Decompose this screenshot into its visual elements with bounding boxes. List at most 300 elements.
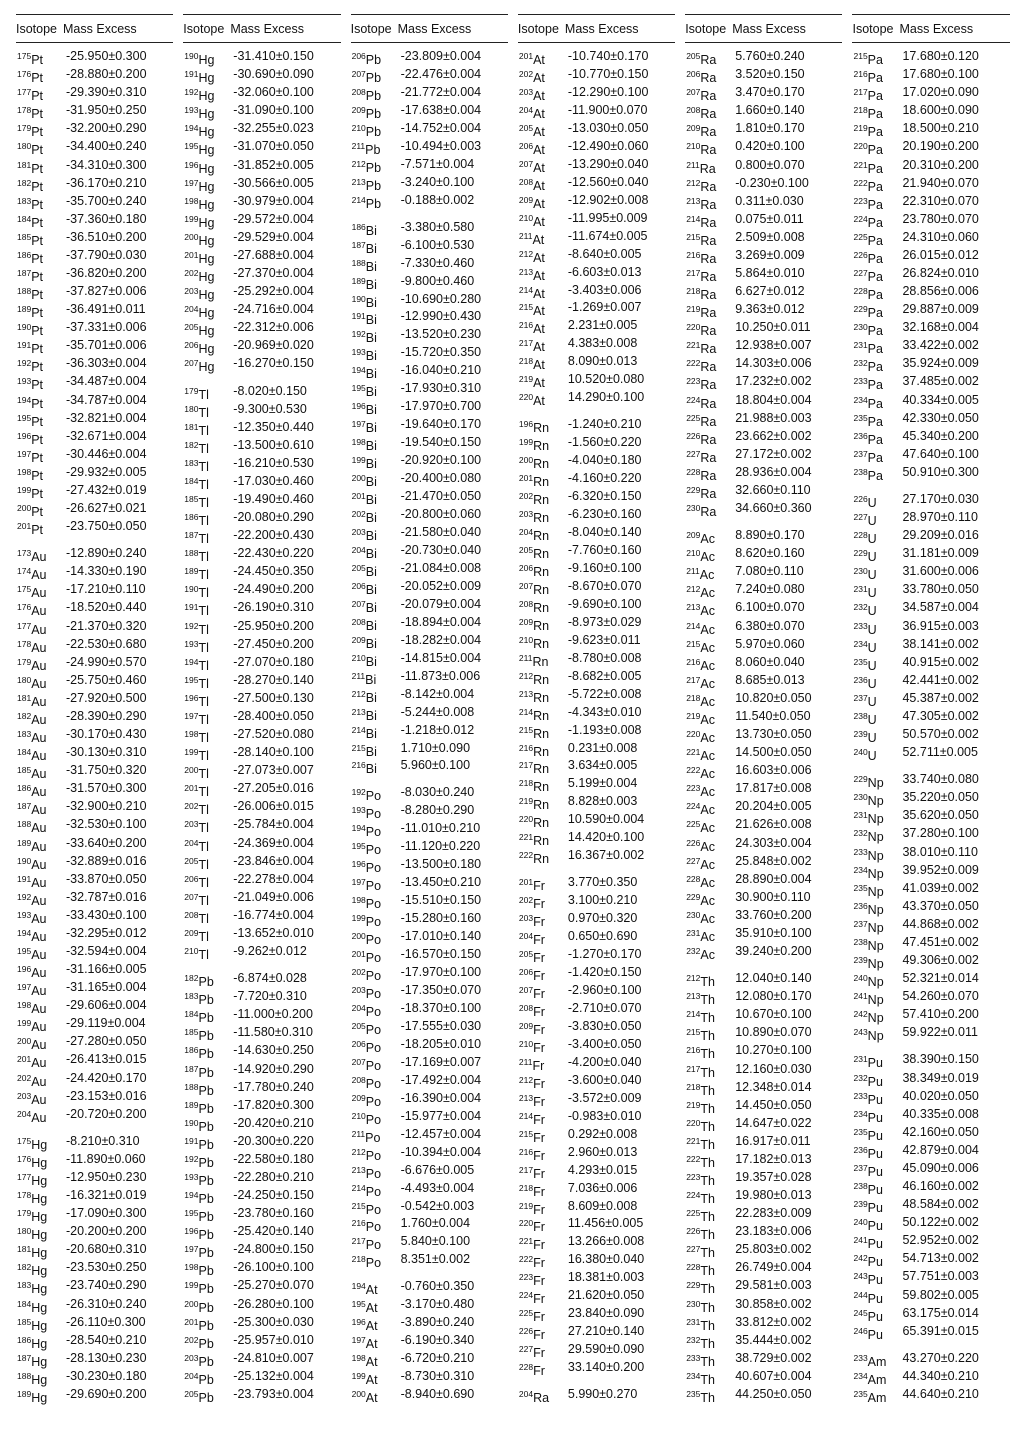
table-row (179, 1314, 346, 1331)
table-row (514, 1386, 681, 1403)
element-symbol: Hg (198, 251, 215, 266)
mass-number: 177 (17, 87, 32, 98)
mass-number: 195 (184, 141, 199, 152)
mass-number: 206 (518, 140, 534, 151)
mass-number: 189 (17, 837, 32, 848)
mass-excess-cell: -17.492±0.004 (400, 1072, 482, 1087)
table-row (12, 654, 179, 671)
mass-number: 213 (351, 706, 366, 717)
mass-number: 212 (686, 177, 701, 188)
mass-excess-cell: -25.750±0.460 (66, 672, 147, 687)
table-column (681, 14, 848, 1424)
mass-number: 227 (686, 855, 701, 866)
mass-number: 214 (518, 284, 534, 295)
table-row (514, 1359, 681, 1379)
table-row (514, 335, 681, 355)
table-row (347, 820, 514, 840)
element-symbol: Pt (31, 270, 43, 284)
table-row (347, 1144, 514, 1161)
mass-number: 234 (686, 1370, 701, 1381)
mass-excess-cell: -24.250±0.150 (233, 1188, 314, 1202)
mass-excess-cell: 50.570±0.002 (902, 727, 979, 741)
element-symbol: Pu (867, 1146, 883, 1161)
mass-excess-cell: -7.330±0.460 (400, 255, 475, 270)
element-symbol: Ra (533, 1391, 550, 1405)
table-row (179, 283, 346, 300)
element-symbol: At (533, 304, 545, 319)
table-row (681, 1079, 848, 1096)
mass-number: 217 (518, 1164, 534, 1175)
table-row (681, 138, 848, 158)
isotope-cell (519, 389, 545, 410)
table-row (347, 632, 514, 649)
mass-excess-cell: -24.420±0.170 (66, 1070, 147, 1085)
table-row (681, 319, 848, 339)
mass-excess-cell: -6.190±0.340 (400, 1333, 475, 1348)
table-row (514, 829, 681, 849)
mass-number: 229 (853, 774, 868, 785)
mass-excess-cell: -8.020±0.150 (233, 383, 307, 398)
element-symbol: Pt (31, 233, 43, 248)
mass-excess-cell: 30.858±0.002 (735, 1296, 812, 1311)
table-row (514, 928, 681, 948)
table-row (179, 618, 346, 635)
mass-number: 213 (686, 991, 701, 1002)
mass-number: 224 (686, 1190, 701, 1200)
table-row (848, 509, 1015, 526)
mass-number: 186 (184, 1045, 199, 1056)
mass-excess-cell: 0.231±0.008 (567, 740, 638, 755)
element-symbol: Fr (533, 1184, 545, 1199)
mass-excess-cell: 7.240±0.080 (735, 582, 805, 597)
mass-number: 213 (686, 195, 701, 206)
element-symbol: Hg (31, 1228, 48, 1243)
mass-excess-cell: -3.830±0.050 (567, 1018, 642, 1033)
table-row (514, 1180, 681, 1197)
mass-number: 183 (17, 729, 32, 739)
element-symbol: Pt (31, 125, 43, 140)
mass-excess-cell: 3.770±0.350 (567, 875, 638, 890)
element-symbol: Np (867, 957, 884, 971)
table-row (681, 835, 848, 852)
element-symbol: Am (867, 1390, 887, 1405)
element-symbol: Ra (700, 197, 717, 212)
element-symbol: Fr (533, 986, 545, 1001)
element-symbol: Ra (700, 396, 717, 411)
mass-excess-cell: 65.391±0.015 (902, 1323, 979, 1338)
element-symbol: Th (700, 1336, 715, 1351)
element-symbol: Pt (31, 89, 43, 104)
table-row (848, 138, 1015, 158)
element-symbol: At (533, 394, 545, 409)
mass-number: 231 (853, 584, 868, 595)
element-symbol: Ac (700, 640, 715, 655)
table-row (514, 264, 681, 281)
mass-excess-cell: -20.080±0.290 (233, 510, 314, 524)
element-symbol: Th (700, 1210, 715, 1225)
element-symbol: Th (700, 1065, 715, 1080)
mass-number: 212 (351, 688, 366, 699)
mass-number: 226 (686, 430, 701, 441)
mass-number: 220 (518, 1218, 534, 1229)
mass-number: 218 (686, 286, 701, 296)
mass-number: 218 (853, 105, 868, 116)
element-symbol: Fr (533, 1004, 545, 1019)
mass-excess-cell: 10.270±0.100 (735, 1043, 812, 1058)
mass-excess-cell: 29.887±0.009 (902, 302, 979, 317)
mass-number: 240 (853, 747, 868, 758)
mass-number: 215 (351, 1200, 366, 1211)
mass-excess-cell: 17.817±0.008 (735, 781, 812, 796)
mass-number: 213 (518, 266, 534, 277)
header-isotope: Isotope (16, 22, 58, 36)
mass-excess-cell: 33.780±0.050 (902, 582, 979, 597)
table-row (848, 175, 1015, 192)
mass-number: 237 (853, 448, 868, 459)
mass-number: 226 (686, 837, 701, 848)
mass-excess-cell: -11.900±0.070 (567, 102, 648, 117)
element-symbol: Pt (31, 53, 43, 67)
element-symbol: Au (31, 658, 47, 673)
mass-number: 236 (853, 900, 868, 911)
mass-number: 222 (686, 358, 701, 369)
table-row (681, 871, 848, 888)
mass-excess-cell: 54.713±0.002 (902, 1251, 979, 1266)
element-symbol: Hg (31, 1210, 48, 1225)
mass-excess-cell: -10.394±0.004 (400, 1144, 482, 1159)
mass-number: 208 (518, 1002, 534, 1013)
table-row (347, 910, 514, 930)
element-symbol: Th (700, 1318, 715, 1333)
element-symbol: Au (31, 875, 47, 890)
mass-number: 212 (518, 1074, 534, 1085)
mass-excess-cell: -23.793±0.004 (233, 1386, 314, 1401)
table-row (681, 1169, 848, 1186)
mass-excess-cell: 10.250±0.011 (735, 320, 811, 335)
mass-number: 203 (518, 86, 534, 97)
mass-number: 186 (351, 221, 366, 232)
mass-excess-cell: -11.120±0.220 (400, 839, 481, 854)
element-symbol: Pb (198, 1155, 214, 1170)
mass-excess-cell: -8.670±0.070 (567, 578, 642, 593)
element-symbol: Th (700, 1264, 715, 1279)
element-symbol: Pu (867, 1056, 883, 1071)
isotope-cell (184, 943, 209, 964)
mass-number: 220 (686, 729, 701, 739)
mass-number: 200 (17, 503, 32, 513)
mass-excess-cell: 10.670±0.100 (735, 1007, 812, 1022)
element-symbol: Tl (198, 948, 209, 962)
mass-excess-cell: 3.269±0.009 (735, 247, 805, 262)
element-symbol: Pt (31, 468, 43, 483)
mass-excess-cell: 43.370±0.050 (902, 898, 979, 913)
table-row (848, 916, 1015, 933)
element-symbol: Bi (365, 744, 377, 759)
table-row (12, 1106, 179, 1123)
element-symbol: At (533, 376, 545, 391)
table-row (179, 925, 346, 942)
table-row (179, 247, 346, 264)
element-symbol: Fr (532, 1058, 545, 1073)
table-row (681, 392, 848, 409)
mass-number: 221 (686, 1135, 701, 1146)
mass-excess-cell: -22.278±0.004 (233, 871, 314, 886)
mass-excess-cell: -11.010±0.210 (400, 821, 481, 836)
mass-excess-cell: 59.922±0.011 (902, 1025, 978, 1040)
mass-excess-cell: 41.039±0.002 (902, 880, 979, 895)
mass-number: 205 (184, 1388, 199, 1399)
mass-number: 219 (853, 123, 868, 134)
element-symbol: Bi (365, 223, 377, 238)
mass-number: 228 (518, 1362, 534, 1373)
mass-excess-cell: -3.600±0.040 (567, 1072, 642, 1087)
table-row (848, 1051, 1015, 1071)
table-row (848, 563, 1015, 583)
mass-excess-cell: -29.690±0.200 (66, 1386, 147, 1401)
table-row (514, 416, 681, 436)
column-header (852, 22, 973, 36)
mass-number: 200 (184, 231, 199, 242)
mass-excess-cell: -18.282±0.004 (400, 632, 482, 647)
element-symbol: Pu (867, 1309, 883, 1324)
mass-number: 188 (17, 1370, 32, 1381)
element-symbol: At (532, 232, 545, 247)
element-symbol: Pt (31, 71, 43, 86)
table-row (681, 482, 848, 499)
mass-excess-cell: -32.900±0.210 (66, 799, 147, 814)
mass-number: 181 (17, 692, 32, 703)
mass-number: 203 (351, 526, 366, 537)
mass-number: 177 (17, 1172, 32, 1182)
table-row (681, 1187, 848, 1204)
table-row (347, 1090, 514, 1107)
table-row (12, 979, 179, 999)
element-symbol: At (533, 214, 545, 229)
mass-excess-cell: -27.205±0.016 (233, 781, 314, 796)
table-row (514, 506, 681, 523)
mass-excess-cell: -17.030±0.460 (233, 473, 314, 488)
element-symbol: Pa (867, 360, 883, 375)
mass-number: 186 (17, 249, 32, 260)
element-symbol: Pb (198, 1336, 214, 1351)
element-symbol: U (867, 694, 877, 709)
element-symbol: Th (700, 1137, 715, 1152)
table-row (179, 907, 346, 924)
mass-excess-cell: -1.420±0.150 (567, 965, 642, 979)
mass-excess-cell: -12.950±0.230 (66, 1170, 147, 1184)
mass-excess-cell: 59.802±0.005 (902, 1287, 979, 1302)
table-row (347, 596, 514, 613)
mass-number: 187 (17, 268, 32, 278)
table-row (12, 1296, 179, 1313)
element-symbol: Ac (700, 875, 715, 890)
isotope-cell (853, 1323, 882, 1344)
element-symbol: Pa (867, 468, 883, 483)
mass-number: 173 (17, 548, 32, 559)
table-row (347, 255, 514, 272)
mass-excess-cell: -8.973±0.029 (567, 614, 642, 629)
mass-excess-table (12, 14, 1016, 1424)
element-symbol: Fr (533, 1112, 545, 1127)
mass-excess-cell: -26.627±0.021 (66, 501, 147, 515)
mass-excess-cell: -29.932±0.005 (66, 464, 147, 479)
mass-number: 181 (17, 1244, 32, 1255)
mass-excess-cell: -31.165±0.004 (66, 980, 147, 995)
element-symbol: Ac (700, 676, 715, 691)
element-symbol: Np (867, 993, 884, 1008)
table-row (347, 174, 514, 191)
table-row (179, 780, 346, 800)
mass-number: 226 (518, 1326, 534, 1337)
table-row (848, 527, 1015, 547)
table-row (681, 1277, 848, 1297)
mass-number: 234 (853, 1108, 868, 1119)
element-symbol: Pa (867, 53, 883, 67)
table-row (514, 811, 681, 831)
mass-excess-cell: 34.587±0.004 (902, 600, 979, 615)
table-row (681, 672, 848, 689)
element-symbol: Pb (198, 1354, 214, 1369)
mass-number: 242 (853, 1253, 868, 1264)
mass-excess-cell: 7.080±0.110 (735, 564, 804, 579)
mass-number: 191 (184, 1135, 199, 1146)
table-row (12, 446, 179, 463)
element-symbol: Bi (365, 618, 377, 633)
mass-excess-cell: -17.210±0.110 (66, 582, 146, 597)
element-symbol: Pa (867, 143, 883, 158)
mass-excess-cell: -17.010±0.140 (400, 929, 482, 944)
table-row (179, 1350, 346, 1367)
mass-number: 237 (853, 1162, 868, 1173)
mass-excess-cell: 26.824±0.010 (902, 266, 979, 280)
mass-excess-cell: -14.752±0.004 (400, 120, 482, 135)
table-row (12, 1033, 179, 1053)
mass-number: 218 (351, 1254, 366, 1265)
mass-number: 189 (351, 275, 366, 286)
table-row (347, 1072, 514, 1089)
mass-excess-cell: -20.200±0.200 (66, 1224, 147, 1239)
table-row (347, 784, 514, 804)
mass-excess-cell: -1.270±0.170 (567, 947, 642, 961)
table-row (12, 618, 179, 635)
element-symbol: Pb (198, 1228, 214, 1243)
table-row (514, 1108, 681, 1125)
mass-excess-cell: -8.030±0.240 (400, 785, 475, 800)
mass-number: 217 (351, 1236, 366, 1247)
table-row (179, 84, 346, 104)
mass-number: 186 (17, 1334, 32, 1345)
table-row (179, 853, 346, 870)
isotope-cell (352, 1251, 381, 1272)
mass-excess-cell: -17.820±0.300 (233, 1097, 314, 1112)
table-row (12, 1350, 179, 1367)
element-symbol: Bi (365, 654, 377, 669)
table-row (179, 1061, 346, 1078)
mass-excess-cell: -31.852±0.005 (233, 157, 314, 172)
table-row (514, 488, 681, 505)
table-row (848, 1232, 1015, 1252)
mass-excess-cell: 45.387±0.002 (902, 690, 979, 705)
mass-excess-cell: 5.970±0.060 (735, 636, 805, 651)
table-row (12, 907, 179, 924)
mass-number: 182 (17, 1262, 32, 1273)
element-symbol: Au (31, 604, 47, 619)
mass-excess-cell: -25.957±0.010 (233, 1332, 314, 1347)
element-symbol: Rn (533, 582, 550, 597)
mass-excess-cell: -28.390±0.290 (66, 708, 147, 723)
mass-number: 195 (184, 674, 199, 685)
mass-excess-cell: 32.168±0.004 (902, 320, 979, 335)
table-row (12, 943, 179, 960)
table-row (179, 509, 346, 526)
table-row (514, 614, 681, 631)
mass-excess-cell: 30.900±0.110 (735, 889, 811, 904)
mass-number: 204 (17, 1108, 32, 1119)
element-symbol: Ra (700, 342, 717, 357)
element-symbol: Hg (31, 1354, 48, 1369)
mass-excess-cell: -32.821±0.004 (66, 410, 147, 425)
mass-excess-cell: 0.075±0.011 (735, 211, 804, 226)
mass-excess-cell: 23.662±0.002 (735, 428, 812, 443)
mass-number: 178 (17, 1190, 32, 1200)
element-symbol: Ac (700, 731, 715, 745)
element-symbol: Hg (198, 324, 215, 339)
mass-excess-cell: -24.800±0.150 (233, 1242, 314, 1257)
element-symbol: Pu (867, 1110, 883, 1125)
table-row (514, 174, 681, 191)
table-row (681, 636, 848, 653)
table-row (848, 1268, 1015, 1288)
mass-number: 187 (184, 530, 199, 541)
mass-excess-cell: -20.730±0.040 (400, 542, 482, 557)
element-symbol: Pu (867, 1327, 883, 1342)
mass-excess-cell: 2.960±0.013 (567, 1144, 638, 1159)
element-symbol: Tl (198, 694, 209, 709)
mass-excess-cell: -21.772±0.004 (400, 84, 482, 99)
table-row (347, 1251, 514, 1271)
mass-excess-cell: 0.650±0.690 (567, 929, 638, 944)
mass-number: 206 (351, 1038, 366, 1049)
element-symbol: Tl (198, 477, 209, 492)
element-symbol: Tl (198, 749, 209, 764)
mass-number: 235 (853, 882, 868, 893)
element-symbol: Hg (198, 288, 215, 302)
element-symbol: U (867, 622, 877, 637)
mass-number: 195 (351, 841, 366, 852)
element-symbol: Tl (198, 821, 209, 836)
table-row (179, 211, 346, 228)
table-row (681, 925, 848, 942)
mass-number: 221 (518, 1236, 534, 1247)
element-symbol: Ac (700, 586, 715, 601)
element-symbol: Po (365, 1040, 382, 1055)
table-row (347, 48, 514, 65)
element-symbol: Hg (31, 1137, 48, 1152)
mass-excess-cell: 42.879±0.004 (902, 1142, 979, 1157)
table-row (179, 1332, 346, 1349)
table-row (514, 1198, 681, 1215)
mass-number: 184 (184, 1009, 199, 1020)
mass-number: 196 (184, 692, 199, 703)
element-symbol: Bi (365, 672, 377, 687)
mass-excess-cell: -28.400±0.050 (233, 708, 314, 723)
isotope-cell (17, 1386, 47, 1407)
element-symbol: Pb (365, 142, 381, 157)
table-row (179, 102, 346, 122)
mass-number: 222 (518, 850, 534, 861)
mass-number: 192 (17, 891, 32, 902)
mass-number: 215 (518, 724, 534, 735)
